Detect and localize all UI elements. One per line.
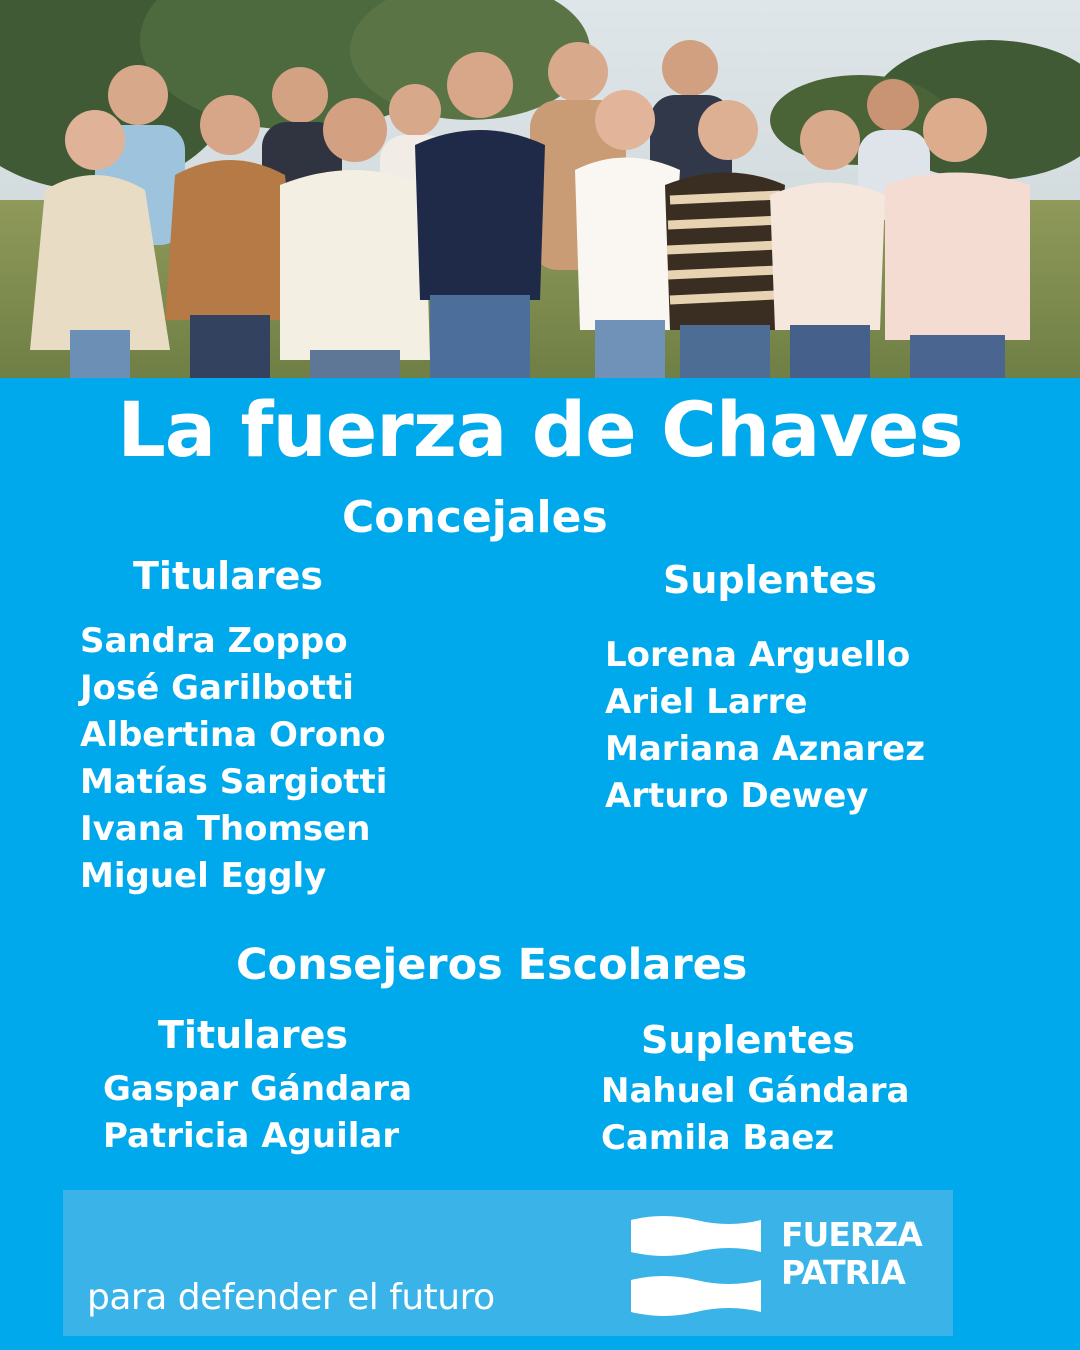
- fuerza-patria-logo: [781, 1216, 922, 1292]
- logo-line-2: PATRIA: [781, 1253, 905, 1292]
- list-item: Nahuel Gándara: [601, 1071, 910, 1111]
- logo-line-1: FUERZA: [781, 1215, 922, 1254]
- list-item: Gaspar Gándara: [103, 1069, 413, 1109]
- consejeros-heading: Consejeros Escolares: [236, 940, 748, 990]
- list-item: José Garilbotti: [80, 668, 354, 708]
- flag-stripes-icon: [631, 1214, 761, 1322]
- list-item: Camila Baez: [601, 1118, 835, 1158]
- concejales-titulares-heading: Titulares: [133, 554, 323, 598]
- consejeros-titulares-heading: Titulares: [158, 1013, 348, 1057]
- list-item: Ivana Thomsen: [80, 809, 371, 849]
- list-item: Arturo Dewey: [605, 776, 869, 816]
- consejeros-titulares-list: [103, 1066, 412, 1160]
- list-item: Miguel Eggly: [80, 856, 327, 896]
- group-photo: [0, 0, 1080, 378]
- list-item: Ariel Larre: [605, 682, 808, 722]
- tagline: para defender el futuro: [87, 1277, 495, 1318]
- page-title: La fuerza de Chaves: [117, 385, 963, 474]
- list-item: Patricia Aguilar: [103, 1116, 400, 1156]
- consejeros-suplentes-list: [601, 1068, 909, 1162]
- list-item: Lorena Arguello: [605, 635, 911, 675]
- list-item: Mariana Aznarez: [605, 729, 925, 769]
- consejeros-suplentes-heading: Suplentes: [641, 1018, 856, 1062]
- concejales-suplentes-heading: Suplentes: [663, 558, 878, 602]
- list-item: Albertina Orono: [80, 715, 386, 755]
- footer-banner: [63, 1190, 953, 1336]
- list-item: Matías Sargiotti: [80, 762, 388, 802]
- concejales-suplentes-list: [605, 632, 925, 820]
- list-item: Sandra Zoppo: [80, 621, 348, 661]
- concejales-heading: Concejales: [342, 492, 608, 543]
- concejales-titulares-list: [80, 618, 387, 900]
